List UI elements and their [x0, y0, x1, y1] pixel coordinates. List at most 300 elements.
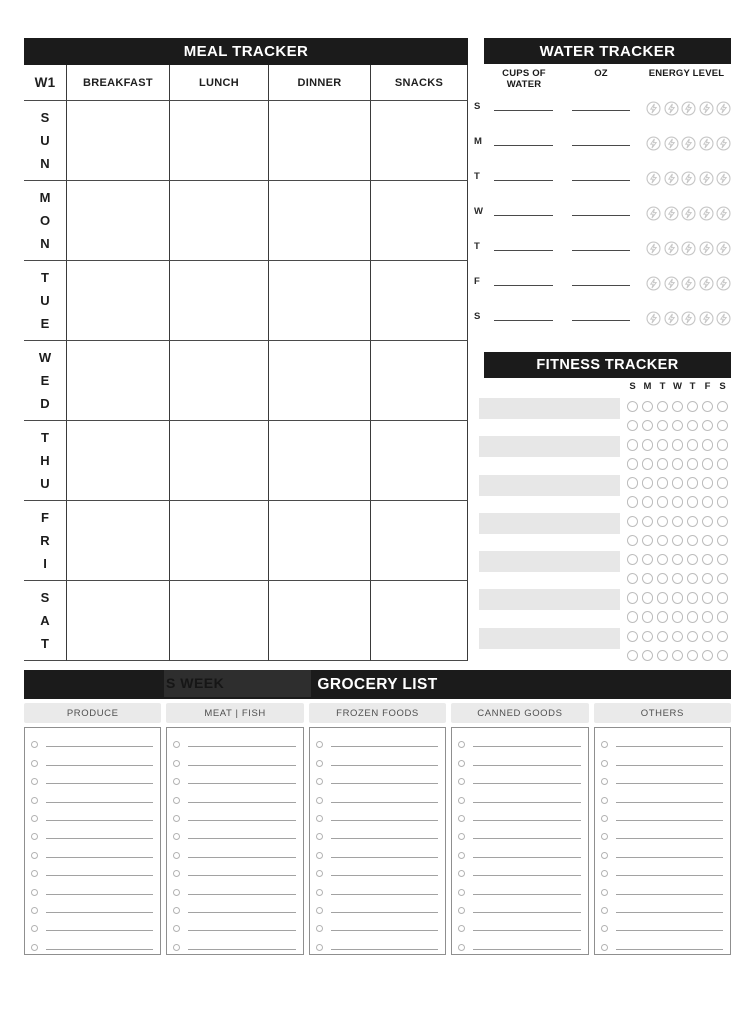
grocery-checkbox[interactable]: [173, 741, 180, 748]
meal-cell-sun-dinner[interactable]: [269, 101, 371, 181]
activity-name-field[interactable]: [479, 513, 620, 534]
grocery-item-line[interactable]: [188, 783, 295, 784]
grocery-item-line[interactable]: [473, 838, 580, 839]
grocery-item-line[interactable]: [188, 746, 295, 747]
fitness-checkbox[interactable]: [717, 458, 729, 470]
fitness-checkbox[interactable]: [687, 439, 699, 451]
fitness-checkbox[interactable]: [687, 592, 699, 604]
fitness-checkbox[interactable]: [642, 458, 654, 470]
grocery-item-line[interactable]: [331, 783, 438, 784]
fitness-checkbox[interactable]: [672, 631, 684, 643]
fitness-checkbox[interactable]: [627, 554, 639, 566]
grocery-checkbox[interactable]: [458, 815, 465, 822]
fitness-checkbox[interactable]: [717, 477, 729, 489]
grocery-checkbox[interactable]: [31, 907, 38, 914]
fitness-checkbox[interactable]: [642, 573, 654, 585]
fitness-checkbox[interactable]: [717, 439, 729, 451]
grocery-item-line[interactable]: [331, 838, 438, 839]
grocery-item-line[interactable]: [46, 875, 153, 876]
grocery-checkbox[interactable]: [458, 944, 465, 951]
grocery-item-line[interactable]: [616, 912, 723, 913]
fitness-checkbox[interactable]: [627, 573, 639, 585]
fitness-checkbox[interactable]: [702, 631, 714, 643]
grocery-checkbox[interactable]: [316, 907, 323, 914]
fitness-checkbox[interactable]: [672, 516, 684, 528]
grocery-checkbox[interactable]: [173, 944, 180, 951]
energy-bolt-icon[interactable]: [646, 171, 661, 186]
grocery-item-line[interactable]: [331, 894, 438, 895]
grocery-item-line[interactable]: [46, 857, 153, 858]
energy-bolt-icon[interactable]: [646, 241, 661, 256]
energy-bolt-icon[interactable]: [664, 206, 679, 221]
fitness-checkbox[interactable]: [702, 458, 714, 470]
energy-bolt-icon[interactable]: [646, 206, 661, 221]
grocery-item-line[interactable]: [46, 912, 153, 913]
meal-cell-tue-dinner[interactable]: [269, 261, 371, 341]
fitness-checkbox[interactable]: [702, 477, 714, 489]
grocery-checkbox[interactable]: [31, 741, 38, 748]
grocery-checkbox[interactable]: [316, 925, 323, 932]
meal-cell-tue-snacks[interactable]: [371, 261, 468, 341]
fitness-checkbox[interactable]: [702, 516, 714, 528]
grocery-checkbox[interactable]: [316, 833, 323, 840]
meal-cell-fri-breakfast[interactable]: [67, 501, 170, 581]
fitness-checkbox[interactable]: [687, 401, 699, 413]
fitness-checkbox[interactable]: [687, 611, 699, 623]
grocery-checkbox[interactable]: [173, 925, 180, 932]
grocery-checkbox[interactable]: [316, 889, 323, 896]
fitness-checkbox[interactable]: [672, 458, 684, 470]
fitness-checkbox[interactable]: [657, 631, 669, 643]
meal-cell-mon-breakfast[interactable]: [67, 181, 170, 261]
grocery-checkbox[interactable]: [31, 778, 38, 785]
fitness-checkbox[interactable]: [687, 477, 699, 489]
fitness-checkbox[interactable]: [672, 573, 684, 585]
grocery-checkbox[interactable]: [31, 889, 38, 896]
fitness-checkbox[interactable]: [642, 516, 654, 528]
activity-name-field[interactable]: [479, 628, 620, 649]
fitness-checkbox[interactable]: [702, 401, 714, 413]
grocery-item-line[interactable]: [616, 930, 723, 931]
grocery-checkbox[interactable]: [173, 778, 180, 785]
cups-of-water-line[interactable]: [494, 285, 553, 286]
grocery-checkbox[interactable]: [173, 833, 180, 840]
fitness-checkbox[interactable]: [642, 554, 654, 566]
energy-bolt-icon[interactable]: [716, 241, 731, 256]
fitness-checkbox[interactable]: [627, 401, 639, 413]
fitness-checkbox[interactable]: [657, 439, 669, 451]
fitness-checkbox[interactable]: [702, 496, 714, 508]
activity-name-field[interactable]: [479, 551, 620, 572]
activity-name-field[interactable]: [479, 398, 620, 419]
fitness-checkbox[interactable]: [687, 516, 699, 528]
grocery-checkbox[interactable]: [601, 907, 608, 914]
grocery-item-line[interactable]: [46, 820, 153, 821]
fitness-checkbox[interactable]: [672, 611, 684, 623]
meal-cell-sat-breakfast[interactable]: [67, 581, 170, 661]
grocery-checkbox[interactable]: [31, 944, 38, 951]
meal-cell-sun-snacks[interactable]: [371, 101, 468, 181]
fitness-checkbox[interactable]: [717, 592, 729, 604]
fitness-checkbox[interactable]: [642, 401, 654, 413]
grocery-item-line[interactable]: [46, 949, 153, 950]
grocery-item-line[interactable]: [46, 838, 153, 839]
meal-cell-thu-snacks[interactable]: [371, 421, 468, 501]
meal-cell-mon-dinner[interactable]: [269, 181, 371, 261]
grocery-item-line[interactable]: [331, 802, 438, 803]
energy-bolt-icon[interactable]: [681, 171, 696, 186]
fitness-checkbox[interactable]: [627, 535, 639, 547]
energy-bolt-icon[interactable]: [681, 311, 696, 326]
grocery-item-line[interactable]: [473, 930, 580, 931]
grocery-item-line[interactable]: [188, 838, 295, 839]
grocery-checkbox[interactable]: [31, 925, 38, 932]
grocery-item-line[interactable]: [188, 820, 295, 821]
grocery-checkbox[interactable]: [31, 870, 38, 877]
grocery-checkbox[interactable]: [316, 741, 323, 748]
grocery-checkbox[interactable]: [601, 944, 608, 951]
grocery-item-line[interactable]: [616, 746, 723, 747]
energy-bolt-icon[interactable]: [699, 101, 714, 116]
cups-of-water-line[interactable]: [494, 145, 553, 146]
grocery-checkbox[interactable]: [458, 889, 465, 896]
fitness-checkbox[interactable]: [687, 458, 699, 470]
grocery-checkbox[interactable]: [31, 797, 38, 804]
energy-bolt-icon[interactable]: [664, 311, 679, 326]
grocery-item-line[interactable]: [473, 765, 580, 766]
fitness-checkbox[interactable]: [627, 439, 639, 451]
fitness-checkbox[interactable]: [657, 573, 669, 585]
fitness-checkbox[interactable]: [702, 592, 714, 604]
meal-cell-fri-snacks[interactable]: [371, 501, 468, 581]
grocery-checkbox[interactable]: [458, 833, 465, 840]
fitness-checkbox[interactable]: [657, 592, 669, 604]
grocery-item-line[interactable]: [616, 875, 723, 876]
oz-line[interactable]: [572, 145, 630, 146]
meal-cell-wed-breakfast[interactable]: [67, 341, 170, 421]
grocery-item-line[interactable]: [46, 930, 153, 931]
fitness-checkbox[interactable]: [672, 477, 684, 489]
grocery-item-line[interactable]: [188, 949, 295, 950]
fitness-checkbox[interactable]: [702, 573, 714, 585]
fitness-checkbox[interactable]: [657, 611, 669, 623]
grocery-checkbox[interactable]: [458, 925, 465, 932]
grocery-checkbox[interactable]: [601, 815, 608, 822]
grocery-item-line[interactable]: [46, 802, 153, 803]
grocery-checkbox[interactable]: [173, 870, 180, 877]
grocery-item-line[interactable]: [46, 765, 153, 766]
fitness-checkbox[interactable]: [627, 631, 639, 643]
fitness-checkbox[interactable]: [702, 611, 714, 623]
grocery-checkbox[interactable]: [458, 760, 465, 767]
grocery-checkbox[interactable]: [458, 907, 465, 914]
grocery-item-line[interactable]: [473, 875, 580, 876]
grocery-item-line[interactable]: [46, 746, 153, 747]
activity-name-field[interactable]: [479, 589, 620, 610]
energy-bolt-icon[interactable]: [699, 206, 714, 221]
grocery-item-line[interactable]: [188, 912, 295, 913]
grocery-checkbox[interactable]: [173, 815, 180, 822]
grocery-checkbox[interactable]: [31, 852, 38, 859]
grocery-checkbox[interactable]: [173, 907, 180, 914]
grocery-checkbox[interactable]: [316, 778, 323, 785]
fitness-checkbox[interactable]: [627, 420, 639, 432]
energy-bolt-icon[interactable]: [664, 171, 679, 186]
grocery-item-line[interactable]: [616, 857, 723, 858]
grocery-item-line[interactable]: [331, 912, 438, 913]
fitness-checkbox[interactable]: [627, 592, 639, 604]
fitness-checkbox[interactable]: [717, 420, 729, 432]
grocery-item-line[interactable]: [331, 930, 438, 931]
meal-cell-wed-dinner[interactable]: [269, 341, 371, 421]
fitness-checkbox[interactable]: [672, 401, 684, 413]
energy-bolt-icon[interactable]: [699, 276, 714, 291]
oz-line[interactable]: [572, 215, 630, 216]
meal-cell-tue-lunch[interactable]: [170, 261, 269, 341]
energy-bolt-icon[interactable]: [681, 276, 696, 291]
energy-bolt-icon[interactable]: [646, 136, 661, 151]
meal-cell-thu-breakfast[interactable]: [67, 421, 170, 501]
grocery-item-line[interactable]: [473, 783, 580, 784]
meal-cell-sat-lunch[interactable]: [170, 581, 269, 661]
grocery-item-line[interactable]: [473, 912, 580, 913]
meal-cell-wed-lunch[interactable]: [170, 341, 269, 421]
energy-bolt-icon[interactable]: [699, 311, 714, 326]
grocery-checkbox[interactable]: [458, 852, 465, 859]
cups-of-water-line[interactable]: [494, 250, 553, 251]
grocery-checkbox[interactable]: [316, 870, 323, 877]
cups-of-water-line[interactable]: [494, 110, 553, 111]
grocery-checkbox[interactable]: [601, 852, 608, 859]
grocery-checkbox[interactable]: [601, 797, 608, 804]
grocery-checkbox[interactable]: [316, 797, 323, 804]
fitness-checkbox[interactable]: [717, 535, 729, 547]
grocery-item-line[interactable]: [188, 802, 295, 803]
energy-bolt-icon[interactable]: [664, 136, 679, 151]
fitness-checkbox[interactable]: [642, 535, 654, 547]
fitness-checkbox[interactable]: [717, 554, 729, 566]
grocery-item-line[interactable]: [473, 746, 580, 747]
meal-cell-wed-snacks[interactable]: [371, 341, 468, 421]
energy-bolt-icon[interactable]: [681, 206, 696, 221]
energy-bolt-icon[interactable]: [664, 276, 679, 291]
fitness-checkbox[interactable]: [717, 650, 729, 662]
energy-bolt-icon[interactable]: [646, 311, 661, 326]
fitness-checkbox[interactable]: [642, 496, 654, 508]
energy-bolt-icon[interactable]: [646, 101, 661, 116]
fitness-checkbox[interactable]: [657, 650, 669, 662]
grocery-item-line[interactable]: [616, 802, 723, 803]
grocery-item-line[interactable]: [473, 820, 580, 821]
fitness-checkbox[interactable]: [672, 439, 684, 451]
fitness-checkbox[interactable]: [672, 650, 684, 662]
grocery-item-line[interactable]: [616, 838, 723, 839]
meal-cell-sat-snacks[interactable]: [371, 581, 468, 661]
grocery-item-line[interactable]: [188, 930, 295, 931]
fitness-checkbox[interactable]: [657, 554, 669, 566]
grocery-checkbox[interactable]: [601, 760, 608, 767]
grocery-checkbox[interactable]: [601, 741, 608, 748]
grocery-checkbox[interactable]: [458, 797, 465, 804]
grocery-item-line[interactable]: [616, 765, 723, 766]
grocery-item-line[interactable]: [473, 949, 580, 950]
fitness-checkbox[interactable]: [642, 439, 654, 451]
fitness-checkbox[interactable]: [717, 631, 729, 643]
fitness-checkbox[interactable]: [642, 420, 654, 432]
grocery-item-line[interactable]: [616, 820, 723, 821]
grocery-item-line[interactable]: [473, 857, 580, 858]
grocery-item-line[interactable]: [46, 783, 153, 784]
grocery-checkbox[interactable]: [458, 741, 465, 748]
grocery-item-line[interactable]: [473, 802, 580, 803]
grocery-item-line[interactable]: [331, 949, 438, 950]
fitness-checkbox[interactable]: [717, 573, 729, 585]
grocery-item-line[interactable]: [473, 894, 580, 895]
fitness-checkbox[interactable]: [687, 650, 699, 662]
fitness-checkbox[interactable]: [702, 650, 714, 662]
energy-bolt-icon[interactable]: [699, 136, 714, 151]
meal-cell-mon-lunch[interactable]: [170, 181, 269, 261]
meal-cell-sun-lunch[interactable]: [170, 101, 269, 181]
grocery-checkbox[interactable]: [316, 944, 323, 951]
oz-line[interactable]: [572, 285, 630, 286]
meal-cell-sun-breakfast[interactable]: [67, 101, 170, 181]
grocery-item-line[interactable]: [331, 820, 438, 821]
fitness-checkbox[interactable]: [672, 496, 684, 508]
fitness-checkbox[interactable]: [657, 458, 669, 470]
grocery-checkbox[interactable]: [601, 870, 608, 877]
fitness-checkbox[interactable]: [627, 458, 639, 470]
fitness-checkbox[interactable]: [672, 420, 684, 432]
grocery-item-line[interactable]: [331, 746, 438, 747]
fitness-checkbox[interactable]: [702, 420, 714, 432]
cups-of-water-line[interactable]: [494, 180, 553, 181]
meal-cell-sat-dinner[interactable]: [269, 581, 371, 661]
fitness-checkbox[interactable]: [717, 611, 729, 623]
grocery-item-line[interactable]: [188, 857, 295, 858]
grocery-checkbox[interactable]: [316, 852, 323, 859]
grocery-checkbox[interactable]: [601, 925, 608, 932]
grocery-checkbox[interactable]: [316, 760, 323, 767]
fitness-checkbox[interactable]: [717, 516, 729, 528]
grocery-item-line[interactable]: [46, 894, 153, 895]
fitness-checkbox[interactable]: [702, 535, 714, 547]
energy-bolt-icon[interactable]: [716, 136, 731, 151]
fitness-checkbox[interactable]: [687, 554, 699, 566]
fitness-checkbox[interactable]: [657, 477, 669, 489]
grocery-checkbox[interactable]: [173, 852, 180, 859]
fitness-checkbox[interactable]: [627, 496, 639, 508]
grocery-item-line[interactable]: [616, 894, 723, 895]
grocery-checkbox[interactable]: [173, 760, 180, 767]
grocery-checkbox[interactable]: [31, 815, 38, 822]
fitness-checkbox[interactable]: [642, 650, 654, 662]
grocery-item-line[interactable]: [616, 783, 723, 784]
fitness-checkbox[interactable]: [657, 401, 669, 413]
fitness-checkbox[interactable]: [687, 535, 699, 547]
activity-name-field[interactable]: [479, 475, 620, 496]
grocery-item-line[interactable]: [331, 875, 438, 876]
fitness-checkbox[interactable]: [717, 401, 729, 413]
meal-cell-tue-breakfast[interactable]: [67, 261, 170, 341]
fitness-checkbox[interactable]: [657, 496, 669, 508]
grocery-item-line[interactable]: [331, 857, 438, 858]
fitness-checkbox[interactable]: [672, 592, 684, 604]
grocery-checkbox[interactable]: [458, 778, 465, 785]
energy-bolt-icon[interactable]: [681, 101, 696, 116]
fitness-checkbox[interactable]: [642, 477, 654, 489]
energy-bolt-icon[interactable]: [716, 311, 731, 326]
fitness-checkbox[interactable]: [642, 631, 654, 643]
grocery-item-line[interactable]: [331, 765, 438, 766]
fitness-checkbox[interactable]: [627, 650, 639, 662]
energy-bolt-icon[interactable]: [716, 171, 731, 186]
energy-bolt-icon[interactable]: [646, 276, 661, 291]
grocery-checkbox[interactable]: [458, 870, 465, 877]
energy-bolt-icon[interactable]: [716, 101, 731, 116]
energy-bolt-icon[interactable]: [716, 206, 731, 221]
activity-name-field[interactable]: [479, 436, 620, 457]
energy-bolt-icon[interactable]: [664, 101, 679, 116]
fitness-checkbox[interactable]: [687, 496, 699, 508]
fitness-checkbox[interactable]: [702, 439, 714, 451]
fitness-checkbox[interactable]: [672, 535, 684, 547]
fitness-checkbox[interactable]: [642, 592, 654, 604]
oz-line[interactable]: [572, 250, 630, 251]
fitness-checkbox[interactable]: [627, 477, 639, 489]
fitness-checkbox[interactable]: [657, 420, 669, 432]
meal-cell-fri-dinner[interactable]: [269, 501, 371, 581]
energy-bolt-icon[interactable]: [699, 171, 714, 186]
grocery-checkbox[interactable]: [601, 889, 608, 896]
meal-cell-mon-snacks[interactable]: [371, 181, 468, 261]
fitness-checkbox[interactable]: [687, 420, 699, 432]
grocery-checkbox[interactable]: [31, 760, 38, 767]
cups-of-water-line[interactable]: [494, 320, 553, 321]
energy-bolt-icon[interactable]: [664, 241, 679, 256]
grocery-item-line[interactable]: [188, 894, 295, 895]
grocery-checkbox[interactable]: [601, 833, 608, 840]
fitness-checkbox[interactable]: [687, 573, 699, 585]
energy-bolt-icon[interactable]: [716, 276, 731, 291]
oz-line[interactable]: [572, 110, 630, 111]
fitness-checkbox[interactable]: [657, 516, 669, 528]
grocery-checkbox[interactable]: [173, 797, 180, 804]
meal-cell-thu-lunch[interactable]: [170, 421, 269, 501]
grocery-item-line[interactable]: [616, 949, 723, 950]
meal-cell-fri-lunch[interactable]: [170, 501, 269, 581]
fitness-checkbox[interactable]: [702, 554, 714, 566]
fitness-checkbox[interactable]: [627, 516, 639, 528]
meal-cell-thu-dinner[interactable]: [269, 421, 371, 501]
grocery-checkbox[interactable]: [31, 833, 38, 840]
cups-of-water-line[interactable]: [494, 215, 553, 216]
oz-line[interactable]: [572, 320, 630, 321]
grocery-item-line[interactable]: [188, 765, 295, 766]
fitness-checkbox[interactable]: [672, 554, 684, 566]
grocery-checkbox[interactable]: [601, 778, 608, 785]
fitness-checkbox[interactable]: [642, 611, 654, 623]
grocery-checkbox[interactable]: [173, 889, 180, 896]
oz-line[interactable]: [572, 180, 630, 181]
grocery-checkbox[interactable]: [316, 815, 323, 822]
energy-bolt-icon[interactable]: [699, 241, 714, 256]
fitness-checkbox[interactable]: [627, 611, 639, 623]
energy-bolt-icon[interactable]: [681, 136, 696, 151]
energy-bolt-icon[interactable]: [681, 241, 696, 256]
fitness-checkbox[interactable]: [687, 631, 699, 643]
fitness-checkbox[interactable]: [657, 535, 669, 547]
